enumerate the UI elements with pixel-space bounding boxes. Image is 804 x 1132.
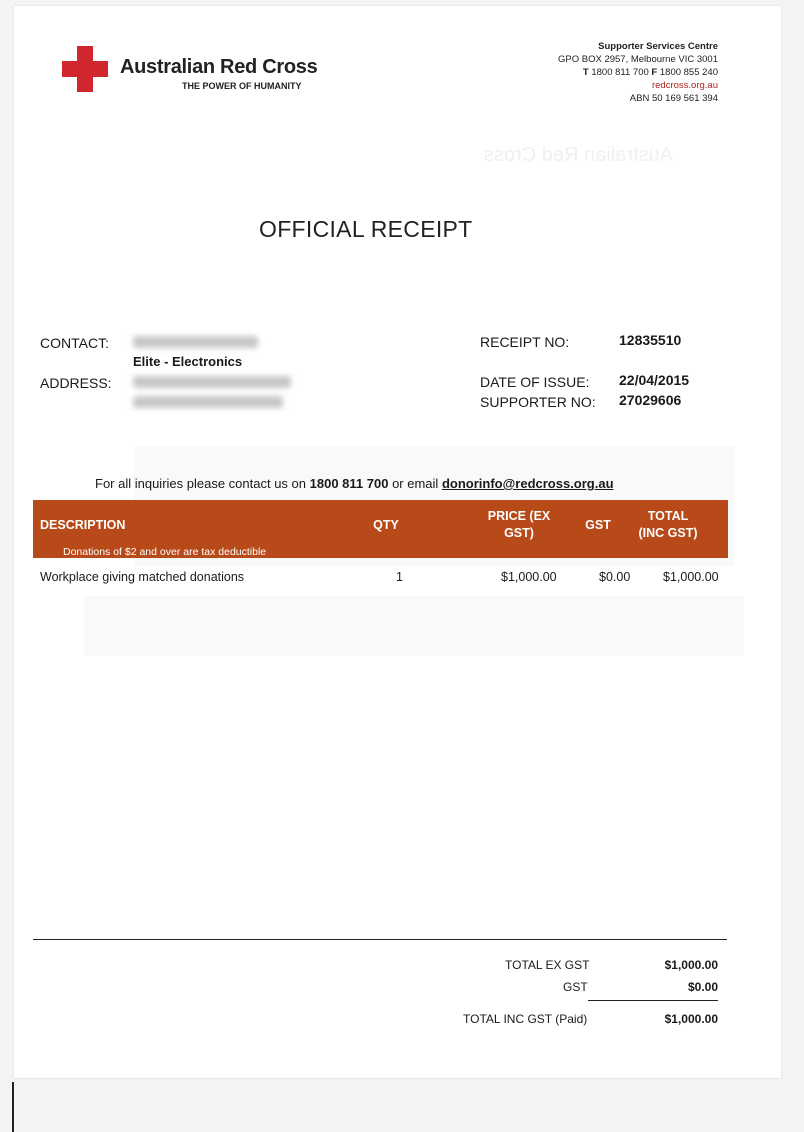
bleed-through-text: Australian Red Cross — [484, 144, 673, 166]
supporter-no-label: SUPPORTER NO: — [480, 394, 596, 410]
receipt-no-label: RECEIPT NO: — [480, 334, 570, 350]
date-of-issue-value: 22/04/2015 — [619, 372, 690, 388]
inquiry-phone: 1800 811 700 — [309, 476, 389, 491]
postal-address: GPO BOX 2957, Melbourne VIC 3001 — [557, 54, 718, 65]
col-header-total — [631, 508, 705, 542]
inquiry-line — [95, 476, 614, 491]
scan-edge-line — [12, 1082, 14, 1132]
col-header-price — [481, 508, 557, 542]
redacted-address-line-2 — [133, 396, 283, 408]
contact-label: CONTACT: — [40, 335, 109, 351]
website-link[interactable]: redcross.org.au — [651, 80, 718, 91]
supporter-no-value: 27029606 — [619, 392, 682, 408]
redacted-address-line-1 — [133, 376, 291, 388]
gst-label: GST — [563, 980, 588, 994]
red-cross-logo-icon — [62, 46, 108, 92]
receipt-no-value: 12835510 — [619, 332, 682, 348]
table-row-description: Workplace giving matched donations — [40, 570, 245, 584]
fax-number: 1800 855 240 — [659, 67, 718, 78]
bleed-through-block — [84, 596, 744, 656]
total-ex-gst-value: $1,000.00 — [664, 958, 718, 972]
table-row-total: $1,000.00 — [663, 570, 719, 584]
col-header-total-line2: (INC GST) — [638, 526, 698, 540]
phone-label: T — [582, 67, 589, 78]
table-row-qty: 1 — [396, 570, 403, 584]
total-inc-gst-label: TOTAL INC GST (Paid) — [463, 1012, 588, 1026]
inquiry-email-link[interactable]: donorinfo@redcross.org.au — [441, 476, 614, 491]
inquiry-prefix: For all inquiries please contact us on — [95, 476, 307, 491]
address-label: ADDRESS: — [40, 375, 112, 391]
col-header-description: DESCRIPTION — [40, 518, 126, 532]
gst-value: $0.00 — [687, 980, 718, 994]
org-name: Australian Red Cross — [120, 56, 318, 78]
abn: ABN 50 169 561 394 — [629, 93, 718, 104]
col-header-total-line1: TOTAL — [647, 509, 689, 523]
inquiry-middle: or email — [392, 476, 439, 491]
totals-divider — [33, 939, 727, 940]
table-row-gst: $0.00 — [599, 570, 631, 584]
centre-name: Supporter Services Centre — [598, 41, 718, 52]
phone-number: 1800 811 700 — [591, 67, 649, 78]
fax-label: F — [651, 67, 658, 78]
tax-deductible-note: Donations of $2 and over are tax deductible — [63, 546, 267, 558]
date-of-issue-label: DATE OF ISSUE: — [480, 374, 590, 390]
table-header-bar — [33, 500, 728, 558]
col-header-qty: QTY — [373, 518, 399, 532]
total-inc-gst-value: $1,000.00 — [664, 1012, 718, 1026]
grand-total-divider — [588, 1000, 718, 1001]
total-ex-gst-label: TOTAL EX GST — [505, 958, 590, 972]
col-header-price-line2: GST) — [504, 526, 534, 540]
page-title: OFFICIAL RECEIPT — [259, 216, 473, 242]
company-name: Elite - Electronics — [133, 354, 243, 369]
phone-fax-line — [558, 66, 718, 79]
org-tagline: THE POWER OF HUMANITY — [182, 81, 302, 91]
table-row-price: $1,000.00 — [501, 570, 557, 584]
org-contact-block — [558, 40, 718, 105]
redacted-contact-name — [133, 336, 258, 348]
col-header-gst: GST — [585, 518, 611, 532]
col-header-price-line1: PRICE (EX — [487, 509, 551, 523]
